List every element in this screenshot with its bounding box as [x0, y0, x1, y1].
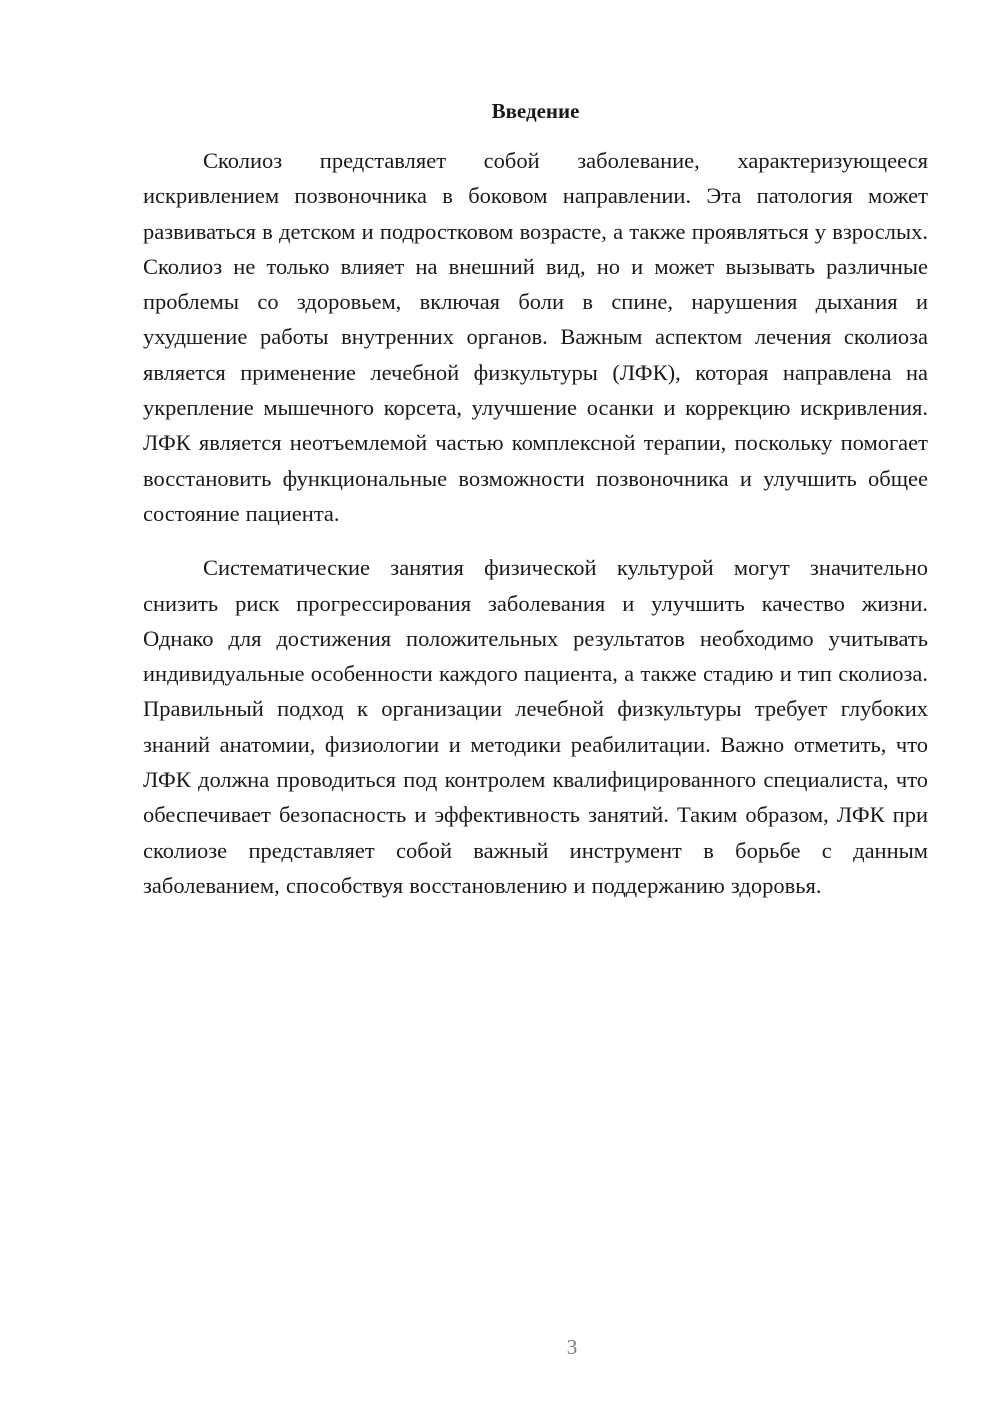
paragraph-intro: Сколиоз представляет собой заболевание, характеризующееся искривлением позвоночника в боковом направлении. Эта патология может развиваться в детском и подростковом возрасте, а также проявляться у взрослых. Сколиоз не только влияет на внешний вид, но и может вызывать различные проблемы со здоровьем, включая боли в спине, нарушения дыхания и ухудшение работы внутренних органов. Важным аспектом лечения сколиоза является применение лечебной физкультуры (ЛФК), которая направлена на укрепление мышечного корсета, улучшение осанки и коррекцию искривления. ЛФК является неотъемлемой частью комплексной терапии, поскольку помогает восстановить функциональные возможности позвоночника и улучшить общее состояние пациента. [143, 148, 928, 526]
section-heading: Введение [491, 99, 580, 123]
page-number: 3 [566, 1335, 578, 1359]
page-content [143, 96, 928, 903]
paragraph-exercise: Систематические занятия физической культурой могут значительно снизить риск прогрессирования заболевания и улучшить качество жизни. Однако для достижения положительных результатов необходимо учитывать индивидуальные особенности каждого пациента, а также стадию и тип сколиоза. Правильный подход к организации лечебной физкультуры требует глубоких знаний анатомии, физиологии и методики реабилитации. Важно отметить, что ЛФК должна проводиться под контролем квалифицированного специалиста, что обеспечивает безопасность и эффективность занятий. Таким образом, ЛФК при сколиозе представляет собой важный инструмент в борьбе с данным заболеванием, способствуя восстановлению и поддержанию здоровья. [143, 555, 928, 898]
